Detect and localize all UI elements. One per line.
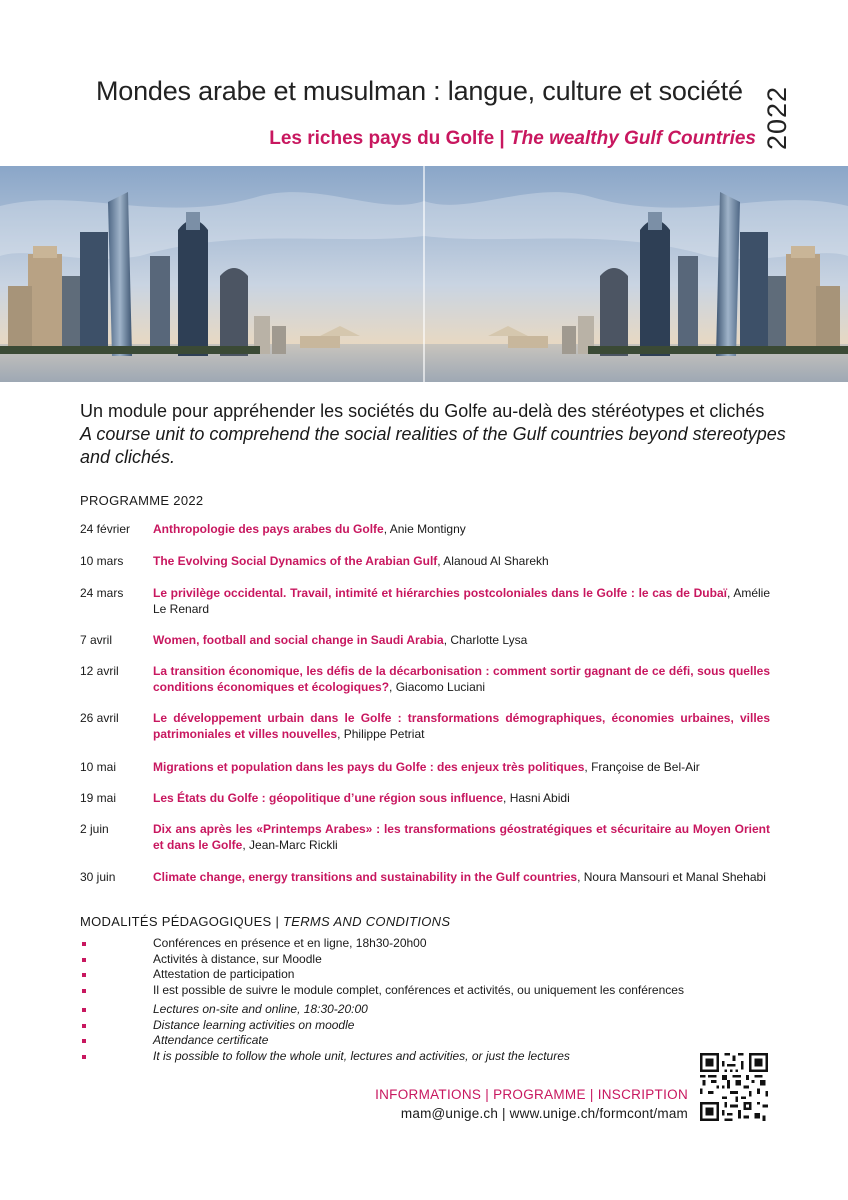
subtitle-fr: Les riches pays du Golfe bbox=[269, 128, 495, 149]
programme-desc bbox=[153, 553, 770, 569]
list-item: Attestation de participation bbox=[80, 967, 684, 983]
footer-contact[interactable]: mam@unige.ch | www.unige.ch/formcont/mam bbox=[400, 1106, 688, 1121]
talk-title: Dix ans après les «Printemps Arabes» : les transformations géostratégiques et sécuritaire au Moyen Orient et dans le Golfe bbox=[153, 822, 770, 852]
speaker: , Françoise de Bel-Air bbox=[584, 760, 700, 774]
terms-heading-fr: MODALITÉS PÉDAGOGIQUES | bbox=[80, 914, 284, 929]
programme-date: 24 mars bbox=[80, 586, 124, 600]
talk-title: Le privilège occidental. Travail, intimité et hiérarchies postcoloniales dans le Golfe : le cas de Dubaï bbox=[153, 586, 727, 600]
talk-title: Women, football and social change in Saudi Arabia bbox=[153, 633, 444, 647]
programme-date: 10 mai bbox=[80, 760, 117, 774]
talk-title: Les États du Golfe : géopolitique d’une région sous influence bbox=[153, 791, 504, 805]
programme-desc bbox=[153, 790, 770, 806]
footer-links[interactable]: INFORMATIONS | PROGRAMME | INSCRIPTION bbox=[375, 1087, 688, 1102]
programme-desc bbox=[153, 759, 770, 775]
speaker: , Amélie Le Renard bbox=[153, 586, 770, 616]
programme-desc bbox=[153, 869, 770, 885]
programme-item bbox=[80, 759, 770, 775]
talk-title: Anthropologie des pays arabes du Golfe bbox=[153, 522, 384, 536]
list-item: Conférences en présence et en ligne, 18h30-20h00 bbox=[80, 936, 684, 952]
list-item: Activités à distance, sur Moodle bbox=[80, 952, 684, 968]
terms-heading-en: TERMS AND CONDITIONS bbox=[283, 914, 451, 929]
programme-item bbox=[80, 790, 770, 806]
talk-title: Climate change, energy transitions and sustainability in the Gulf countries bbox=[153, 870, 578, 884]
speaker: , Giacomo Luciani bbox=[389, 680, 486, 694]
list-item: Distance learning activities on moodle bbox=[80, 1018, 570, 1034]
talk-title: The Evolving Social Dynamics of the Arabian Gulf bbox=[153, 554, 438, 568]
programme-date: 30 juin bbox=[80, 870, 116, 884]
programme-desc bbox=[153, 585, 770, 617]
programme-desc bbox=[153, 632, 770, 648]
programme-item bbox=[80, 521, 770, 537]
programme-item bbox=[80, 821, 770, 853]
programme-item bbox=[80, 632, 770, 648]
list-item: Il est possible de suivre le module complet, conférences et activités, ou uniquement les conférences bbox=[80, 983, 684, 999]
terms-list-en bbox=[80, 1002, 570, 1064]
speaker: , Jean-Marc Rickli bbox=[242, 838, 338, 852]
programme-desc bbox=[153, 821, 770, 853]
page-subtitle bbox=[269, 128, 756, 150]
programme-date: 26 avril bbox=[80, 711, 119, 725]
programme-item bbox=[80, 869, 770, 885]
programme-item bbox=[80, 585, 770, 617]
programme-date: 19 mai bbox=[80, 791, 117, 805]
speaker: , Hasni Abidi bbox=[503, 791, 570, 805]
programme-date: 7 avril bbox=[80, 633, 113, 647]
programme-date: 12 avril bbox=[80, 664, 119, 678]
speaker: , Philippe Petriat bbox=[337, 727, 425, 741]
list-item: Attendance certificate bbox=[80, 1033, 570, 1049]
programme-date: 2 juin bbox=[80, 822, 109, 836]
programme-desc bbox=[153, 521, 770, 537]
talk-title: La transition économique, les défis de la décarbonisation : comment sortir gagnant de ce défi, sous quelles conditions économiques et écologiques? bbox=[153, 664, 770, 694]
programme-item bbox=[80, 663, 770, 695]
talk-title: Le développement urbain dans le Golfe : transformations démographiques, économies urbaines, villes patrimoniales et villes nouvelles bbox=[153, 711, 770, 741]
programme-heading: PROGRAMME 2022 bbox=[80, 493, 204, 508]
speaker: , Noura Mansouri et Manal Shehabi bbox=[577, 870, 766, 884]
list-item: It is possible to follow the whole unit, lectures and activities, or just the lectures bbox=[80, 1049, 570, 1065]
qr-code[interactable] bbox=[700, 1053, 768, 1121]
list-item: Lectures on-site and online, 18:30-20:00 bbox=[80, 1002, 570, 1018]
skyline-photo bbox=[0, 166, 848, 382]
speaker: , Charlotte Lysa bbox=[443, 633, 528, 647]
speaker: , Anie Montigny bbox=[383, 522, 466, 536]
intro bbox=[80, 400, 790, 469]
programme-desc bbox=[153, 663, 770, 695]
programme-date: 10 mars bbox=[80, 554, 124, 568]
terms-list-fr bbox=[80, 936, 684, 998]
programme-item bbox=[80, 710, 770, 742]
intro-en: A course unit to comprehend the social realities of the Gulf countries beyond stereotypes and clichés. bbox=[80, 424, 786, 467]
subtitle-separator: | bbox=[494, 128, 511, 149]
subtitle-en: The wealthy Gulf Countries bbox=[510, 128, 756, 149]
programme-date: 24 février bbox=[80, 522, 131, 536]
programme-desc bbox=[153, 710, 770, 742]
page-title: Mondes arabe et musulman : langue, culture et société bbox=[96, 76, 743, 106]
programme-item bbox=[80, 553, 770, 569]
terms-heading bbox=[80, 914, 450, 929]
year-label: 2022 bbox=[762, 85, 792, 150]
talk-title: Migrations et population dans les pays du Golfe : des enjeux très politiques bbox=[153, 760, 585, 774]
intro-fr: Un module pour appréhender les sociétés du Golfe au-delà des stéréotypes et clichés bbox=[80, 401, 765, 421]
speaker: , Alanoud Al Sharekh bbox=[437, 554, 549, 568]
